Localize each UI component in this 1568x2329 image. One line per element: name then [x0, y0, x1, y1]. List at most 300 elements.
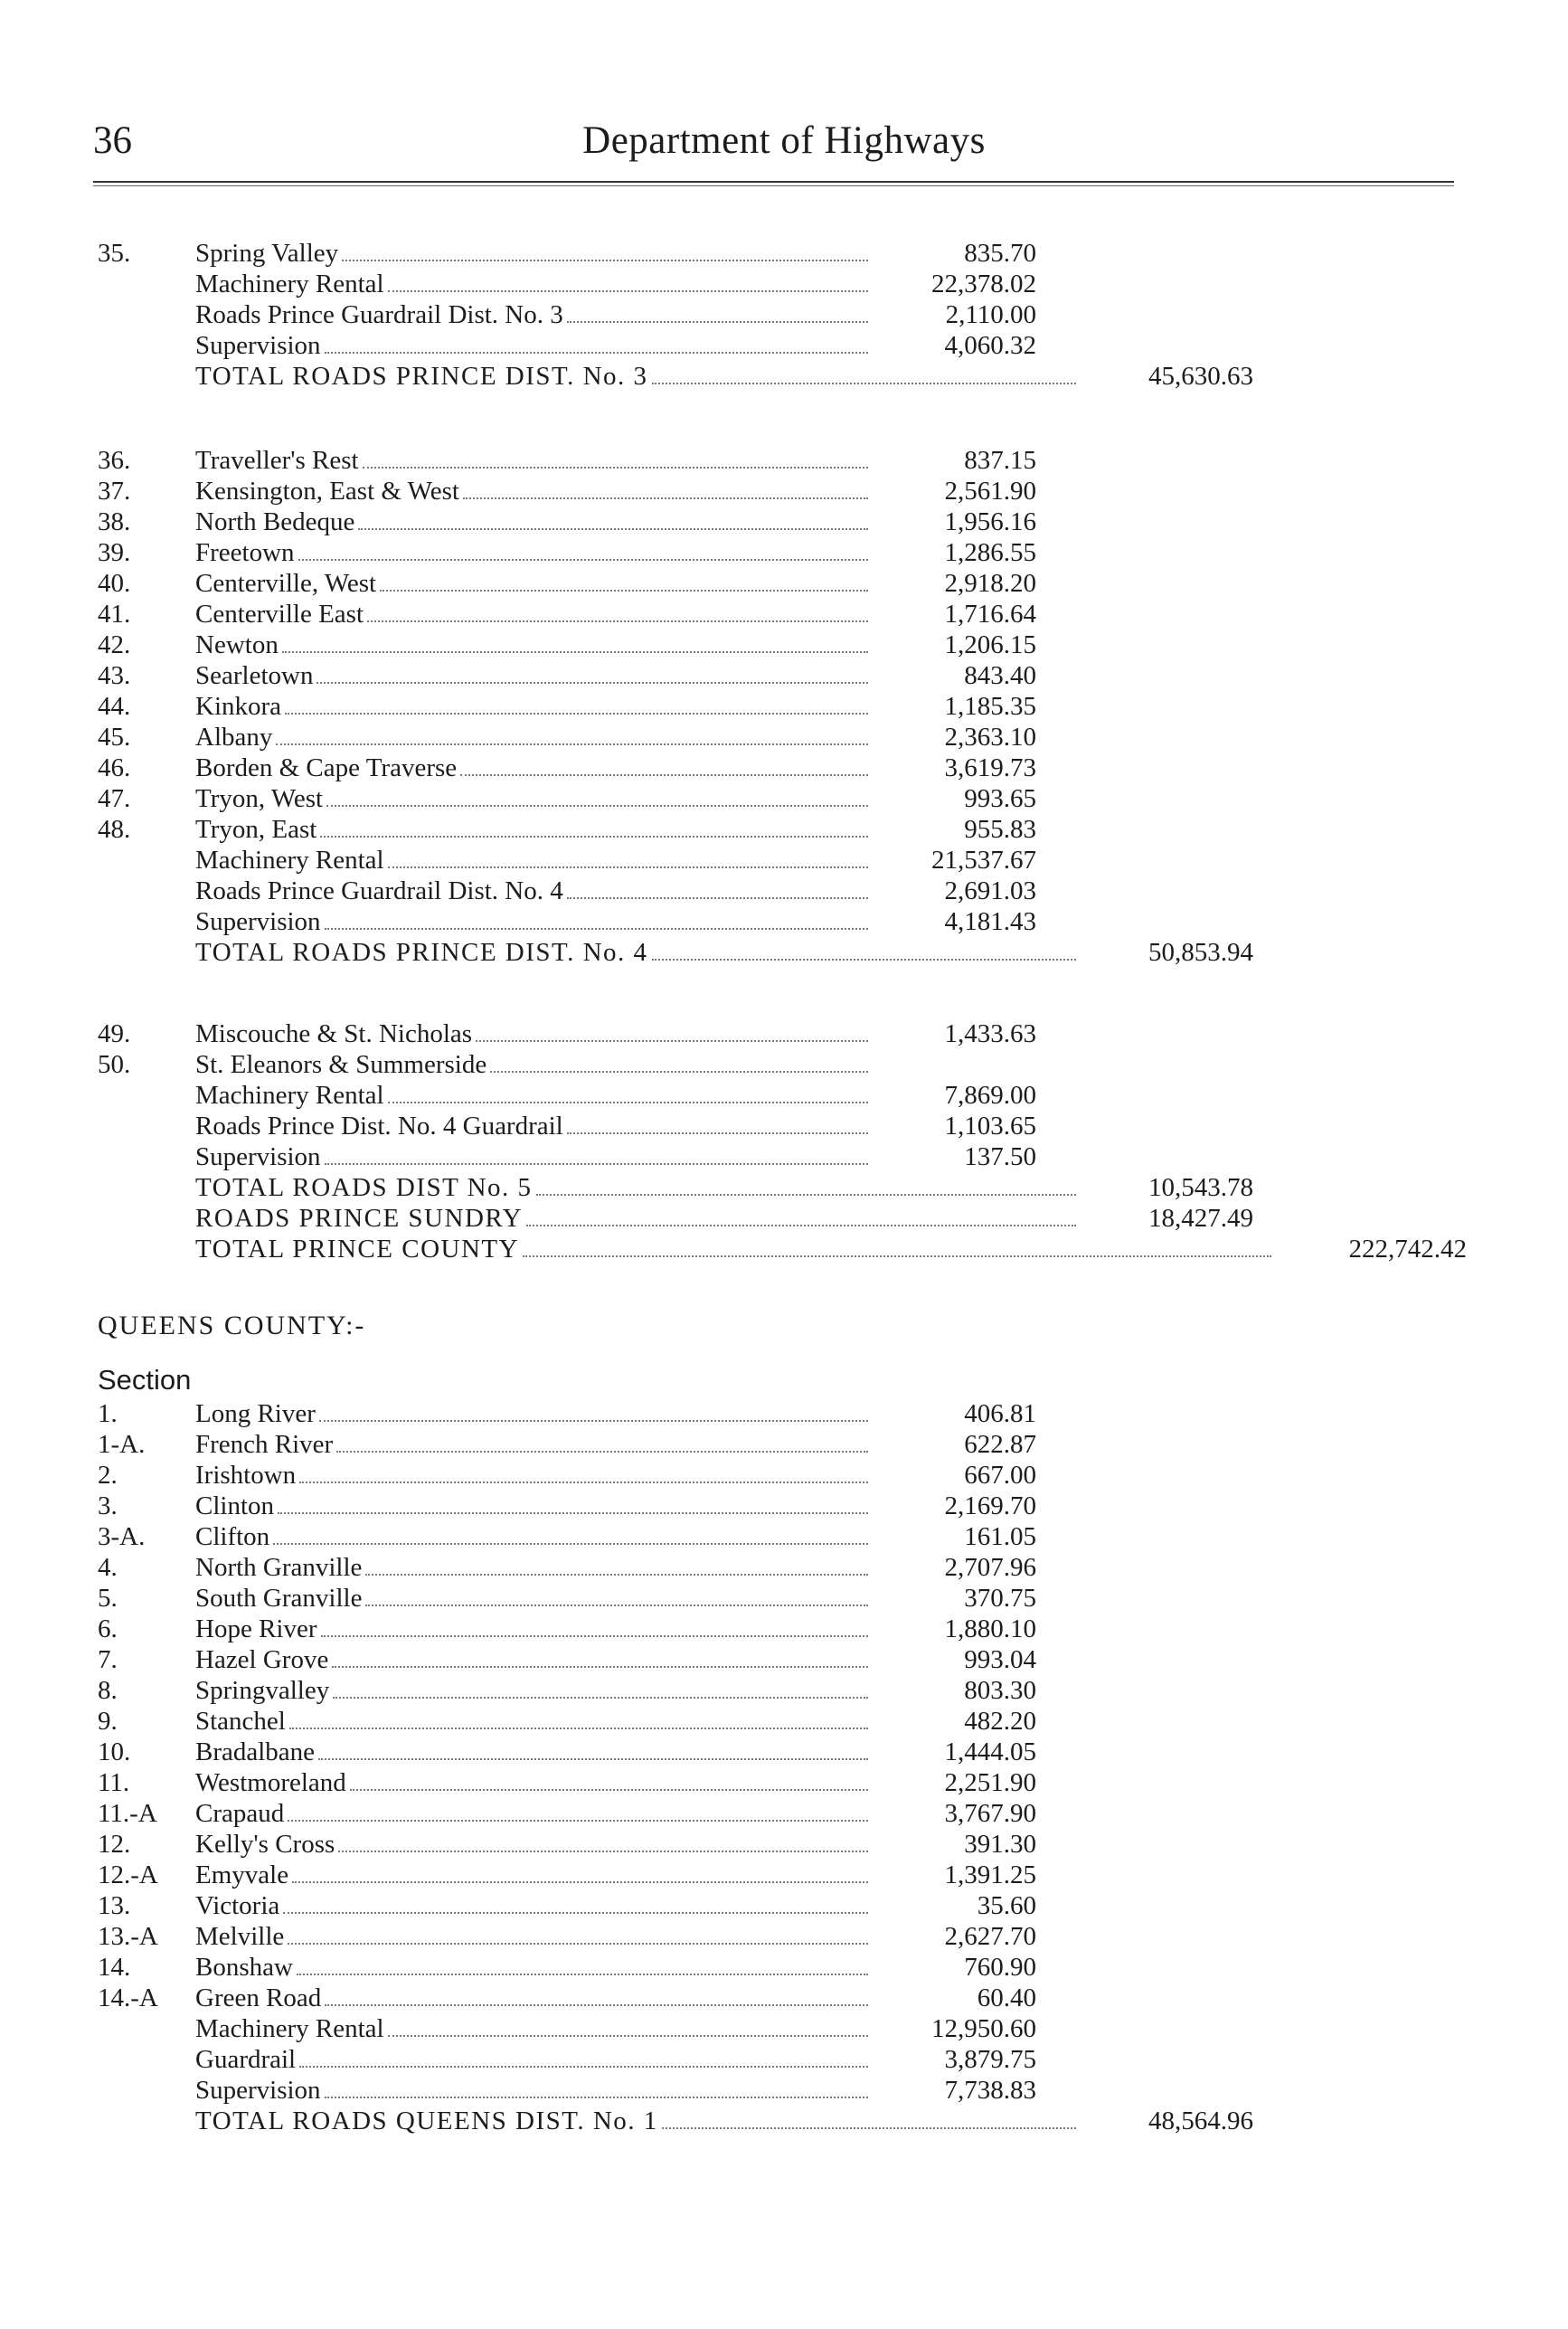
road-name-text: North Bedeque	[195, 507, 355, 536]
dot-leader	[276, 743, 868, 745]
section-number: 5.	[98, 1584, 118, 1613]
road-name-text: Machinery Rental	[195, 846, 384, 875]
dot-leader	[298, 559, 868, 561]
road-name-text: Westmoreland	[195, 1768, 346, 1797]
table-row	[0, 1049, 1568, 1080]
section-number: 10.	[98, 1737, 131, 1766]
section-number: 50.	[98, 1050, 131, 1079]
dot-leader	[363, 467, 868, 469]
road-name-text: Freetown	[195, 538, 295, 567]
table-row	[0, 1398, 1568, 1429]
table-row	[0, 2075, 1568, 2106]
table-row	[0, 1141, 1568, 1172]
road-name-text: Melville	[195, 1922, 285, 1951]
dot-leader	[326, 805, 868, 807]
road-name-text: ROADS PRINCE SUNDRY	[195, 1204, 524, 1233]
dot-leader	[325, 2097, 868, 2098]
dot-leader	[388, 2035, 868, 2037]
section-number: 13.-A	[98, 1922, 158, 1951]
item-amount: 955.83	[964, 815, 1036, 844]
queens-county-heading: QUEENS COUNTY:-	[98, 1311, 366, 1340]
item-amount: 837.15	[964, 446, 1036, 475]
section-number: 11.	[98, 1768, 130, 1797]
dot-leader	[567, 1132, 868, 1134]
road-name	[195, 1644, 874, 1675]
section-number: 11.-A	[98, 1799, 157, 1828]
road-name	[195, 845, 874, 876]
district-total-amount: 18,427.49	[1148, 1204, 1253, 1233]
road-name	[195, 445, 874, 476]
table-row	[0, 1675, 1568, 1706]
table-row	[0, 660, 1568, 691]
dot-leader	[365, 1605, 868, 1606]
table-row	[0, 753, 1568, 783]
dot-leader	[662, 2127, 1076, 2129]
table-row	[0, 1737, 1568, 1767]
road-name	[195, 1203, 1082, 1234]
road-name-text: Tryon, West	[195, 784, 324, 813]
dot-leader	[536, 1194, 1076, 1196]
item-amount: 35.60	[977, 1891, 1036, 1920]
item-amount: 1,185.35	[944, 692, 1036, 721]
road-name	[195, 1952, 874, 1983]
road-name-text: Roads Prince Dist. No. 4 Guardrail	[195, 1112, 563, 1141]
item-amount: 1,716.64	[944, 600, 1036, 629]
road-name	[195, 1921, 874, 1952]
section-number: 40.	[98, 569, 131, 598]
road-name-text: Emyvale	[195, 1860, 289, 1889]
section-number: 1-A.	[98, 1430, 146, 1459]
road-name	[195, 238, 874, 269]
item-amount: 2,251.90	[944, 1768, 1036, 1797]
road-name	[195, 1172, 1082, 1203]
road-name-text: Green Road	[195, 1983, 322, 2012]
table-row	[0, 1614, 1568, 1644]
section-number: 12.-A	[98, 1860, 158, 1889]
road-name	[195, 1429, 874, 1460]
dot-leader	[325, 928, 868, 930]
dot-leader	[325, 1163, 868, 1165]
dot-leader	[388, 290, 868, 292]
dot-leader	[388, 1102, 868, 1103]
road-name-text: Machinery Rental	[195, 1081, 384, 1110]
table-row	[0, 269, 1568, 299]
section-number: 2.	[98, 1461, 118, 1490]
dot-leader	[321, 1635, 869, 1637]
table-row	[0, 1860, 1568, 1890]
road-name-text: Hazel Grove	[195, 1645, 329, 1674]
dot-leader	[490, 1071, 868, 1073]
dot-leader	[320, 836, 868, 838]
table-row	[0, 1921, 1568, 1952]
road-name-text: Centerville East	[195, 600, 364, 629]
item-amount: 2,707.96	[944, 1553, 1036, 1582]
item-amount: 137.50	[964, 1142, 1036, 1171]
road-name-text: Bonshaw	[195, 1953, 293, 1982]
item-amount: 4,181.43	[944, 907, 1036, 936]
section-number: 41.	[98, 600, 131, 629]
section-number: 9.	[98, 1707, 118, 1736]
item-amount: 1,956.16	[944, 507, 1036, 536]
road-name-text: Supervision	[195, 907, 321, 936]
road-name-text: Newton	[195, 630, 279, 659]
road-name	[195, 537, 874, 568]
road-name-text: Machinery Rental	[195, 270, 384, 298]
dot-leader	[350, 1789, 868, 1791]
item-amount: 1,391.25	[944, 1860, 1036, 1889]
table-row	[0, 845, 1568, 876]
item-amount: 760.90	[964, 1953, 1036, 1982]
section-number: 44.	[98, 692, 131, 721]
item-amount: 622.87	[964, 1430, 1036, 1459]
table-row	[0, 238, 1568, 269]
dot-leader	[333, 1697, 868, 1699]
section-number: 3.	[98, 1491, 118, 1520]
road-name-text: TOTAL PRINCE COUNTY	[195, 1235, 520, 1264]
dot-leader	[336, 1451, 868, 1453]
dot-leader	[338, 1851, 868, 1852]
road-name	[195, 1552, 874, 1583]
road-name-text: Centerville, West	[195, 569, 377, 598]
section-number: 8.	[98, 1676, 118, 1705]
total-row	[0, 1203, 1568, 1234]
road-name	[195, 1890, 874, 1921]
dot-leader	[342, 260, 868, 261]
item-amount: 12,950.60	[931, 2014, 1036, 2043]
table-row	[0, 1111, 1568, 1141]
dot-leader	[652, 383, 1076, 384]
road-name	[195, 1111, 874, 1141]
dot-leader	[318, 1758, 868, 1760]
dot-leader	[365, 1574, 868, 1576]
section-number: 1.	[98, 1399, 118, 1428]
table-row	[0, 1080, 1568, 1111]
table-row	[0, 330, 1568, 361]
road-name-text: Long River	[195, 1399, 316, 1428]
table-row	[0, 1644, 1568, 1675]
section-number: 36.	[98, 446, 131, 475]
road-name	[195, 1049, 874, 1080]
road-name-text: Clinton	[195, 1491, 275, 1520]
road-name	[195, 1860, 874, 1890]
road-name-text: Tryon, East	[195, 815, 317, 844]
road-name	[195, 1767, 874, 1798]
section-number: 38.	[98, 507, 131, 536]
item-amount: 2,561.90	[944, 477, 1036, 506]
section-number: 35.	[98, 239, 131, 268]
road-name	[195, 1521, 874, 1552]
table-row	[0, 1952, 1568, 1983]
road-name-text: Miscouche & St. Nicholas	[195, 1019, 473, 1048]
dot-leader	[332, 1666, 868, 1668]
table-row	[0, 476, 1568, 507]
dot-leader	[285, 713, 868, 715]
section-number: 48.	[98, 815, 131, 844]
item-amount: 161.05	[964, 1522, 1036, 1551]
road-name	[195, 507, 874, 537]
dot-leader	[526, 1225, 1076, 1226]
road-name	[195, 814, 874, 845]
dot-leader	[388, 866, 868, 868]
item-amount: 2,363.10	[944, 723, 1036, 752]
road-name	[195, 2106, 1082, 2136]
table-row	[0, 2013, 1568, 2044]
item-amount: 1,433.63	[944, 1019, 1036, 1048]
item-amount: 22,378.02	[931, 270, 1036, 298]
road-name-text: Crapaud	[195, 1799, 285, 1828]
dot-leader	[288, 1943, 868, 1945]
item-amount: 1,444.05	[944, 1737, 1036, 1766]
dot-leader	[567, 897, 868, 899]
table-row	[0, 1460, 1568, 1491]
road-name	[195, 937, 1082, 968]
road-name	[195, 1080, 874, 1111]
road-name-text: French River	[195, 1430, 334, 1459]
section-number: 42.	[98, 630, 131, 659]
section-number: 46.	[98, 753, 131, 782]
dot-leader	[292, 1881, 868, 1883]
road-name	[195, 630, 874, 660]
road-name-text: Albany	[195, 723, 273, 752]
road-name-text: Searletown	[195, 661, 314, 690]
item-amount: 993.04	[964, 1645, 1036, 1674]
item-amount: 21,537.67	[931, 846, 1036, 875]
road-name	[195, 1829, 874, 1860]
road-name	[195, 1706, 874, 1737]
dot-leader	[299, 2066, 868, 2068]
table-row	[0, 814, 1568, 845]
item-amount: 60.40	[977, 1983, 1036, 2012]
road-name	[195, 783, 874, 814]
road-name	[195, 476, 874, 507]
road-name	[195, 2075, 874, 2106]
road-name-text: Hope River	[195, 1614, 317, 1643]
item-amount: 3,619.73	[944, 753, 1036, 782]
road-name	[195, 906, 874, 937]
total-row	[0, 937, 1568, 968]
road-name	[195, 691, 874, 722]
item-amount: 803.30	[964, 1676, 1036, 1705]
item-amount: 482.20	[964, 1707, 1036, 1736]
item-amount: 391.30	[964, 1830, 1036, 1859]
district-total-amount: 45,630.63	[1148, 362, 1253, 391]
item-amount: 667.00	[964, 1461, 1036, 1490]
table-row	[0, 783, 1568, 814]
item-amount: 843.40	[964, 661, 1036, 690]
total-row	[0, 2106, 1568, 2136]
item-amount: 2,627.70	[944, 1922, 1036, 1951]
road-name-text: Guardrail	[195, 2045, 297, 2074]
road-name	[195, 330, 874, 361]
road-name-text: Spring Valley	[195, 239, 339, 268]
road-name-text: TOTAL ROADS QUEENS DIST. No. 1	[195, 2107, 658, 2135]
district-total-amount: 50,853.94	[1148, 938, 1253, 967]
total-row	[0, 1234, 1568, 1264]
dot-leader	[325, 352, 868, 354]
section-number: 4.	[98, 1553, 118, 1582]
road-name	[195, 1614, 874, 1644]
page-number: 36	[93, 119, 132, 162]
road-name	[195, 1141, 874, 1172]
dot-leader	[273, 1543, 868, 1545]
section-number: 37.	[98, 477, 131, 506]
table-row	[0, 1429, 1568, 1460]
table-row	[0, 630, 1568, 660]
table-row	[0, 1491, 1568, 1521]
road-name-text: Stanchel	[195, 1707, 286, 1736]
road-name-text: Kelly's Cross	[195, 1830, 335, 1859]
dot-leader	[476, 1040, 868, 1042]
road-name	[195, 2044, 874, 2075]
road-name	[195, 1583, 874, 1614]
road-name	[195, 361, 1082, 392]
table-row	[0, 599, 1568, 630]
table-row	[0, 2044, 1568, 2075]
dot-leader	[523, 1255, 1271, 1257]
item-amount: 7,738.83	[944, 2076, 1036, 2105]
table-row	[0, 691, 1568, 722]
road-name	[195, 2013, 874, 2044]
total-row	[0, 1172, 1568, 1203]
road-name-text: Victoria	[195, 1891, 280, 1920]
table-row	[0, 722, 1568, 753]
road-name-text: Roads Prince Guardrail Dist. No. 3	[195, 300, 563, 329]
item-amount: 406.81	[964, 1399, 1036, 1428]
table-row	[0, 1829, 1568, 1860]
section-number: 47.	[98, 784, 131, 813]
road-name	[195, 660, 874, 691]
item-amount: 1,286.55	[944, 538, 1036, 567]
road-name-text: Roads Prince Guardrail Dist. No. 4	[195, 876, 563, 905]
road-name-text: Borden & Cape Traverse	[195, 753, 458, 782]
dot-leader	[278, 1512, 868, 1514]
item-amount: 7,869.00	[944, 1081, 1036, 1110]
table-row	[0, 445, 1568, 476]
section-number: 45.	[98, 723, 131, 752]
road-name-text: TOTAL ROADS PRINCE DIST. No. 3	[195, 362, 648, 391]
road-name-text: Clifton	[195, 1522, 270, 1551]
road-name	[195, 1983, 874, 2013]
dot-leader	[282, 651, 868, 653]
dot-leader	[299, 1482, 868, 1483]
dot-leader	[325, 2004, 868, 2006]
table-row	[0, 1552, 1568, 1583]
item-amount: 835.70	[964, 239, 1036, 268]
road-name-text: Kensington, East & West	[195, 477, 459, 506]
road-name	[195, 299, 874, 330]
item-amount: 1,880.10	[944, 1614, 1036, 1643]
table-row	[0, 537, 1568, 568]
item-amount: 2,110.00	[945, 300, 1036, 329]
road-name	[195, 269, 874, 299]
road-name	[195, 568, 874, 599]
road-name	[195, 1675, 874, 1706]
road-name	[195, 1460, 874, 1491]
dot-leader	[316, 682, 868, 684]
road-name-text: Supervision	[195, 1142, 321, 1171]
dot-leader	[358, 528, 868, 530]
table-row	[0, 1706, 1568, 1737]
road-name-text: Machinery Rental	[195, 2014, 384, 2043]
road-name-text: St. Eleanors & Summerside	[195, 1050, 487, 1079]
road-name-text: Traveller's Rest	[195, 446, 359, 475]
road-name	[195, 1737, 874, 1767]
section-number: 39.	[98, 538, 131, 567]
dot-leader	[319, 1420, 868, 1422]
running-title: Department of Highways	[582, 119, 986, 162]
table-row	[0, 1767, 1568, 1798]
road-name-text: Supervision	[195, 331, 321, 360]
dot-leader	[460, 774, 868, 776]
item-amount: 1,206.15	[944, 630, 1036, 659]
table-row	[0, 507, 1568, 537]
section-number: 13.	[98, 1891, 131, 1920]
district-total-amount: 10,543.78	[1148, 1173, 1253, 1202]
section-number: 43.	[98, 661, 131, 690]
section-number: 14.-A	[98, 1983, 158, 2012]
dot-leader	[567, 321, 868, 323]
dot-leader	[367, 620, 868, 622]
district-total-amount: 48,564.96	[1148, 2107, 1253, 2135]
road-name	[195, 753, 874, 783]
table-row	[0, 1583, 1568, 1614]
section-number: 3-A.	[98, 1522, 146, 1551]
road-name	[195, 1398, 874, 1429]
road-name-text: TOTAL ROADS DIST No. 5	[195, 1173, 533, 1202]
section-number: 12.	[98, 1830, 131, 1859]
road-name	[195, 1798, 874, 1829]
table-row	[0, 1983, 1568, 2013]
section-number: 6.	[98, 1614, 118, 1643]
dot-leader	[288, 1820, 868, 1822]
road-name	[195, 1491, 874, 1521]
road-name-text: Supervision	[195, 2076, 321, 2105]
dot-leader	[289, 1728, 868, 1729]
item-amount: 2,169.70	[944, 1491, 1036, 1520]
table-row	[0, 1521, 1568, 1552]
road-name	[195, 876, 874, 906]
item-amount: 2,691.03	[944, 876, 1036, 905]
table-row	[0, 1890, 1568, 1921]
dot-leader	[652, 959, 1076, 961]
road-name-text: South Granville	[195, 1584, 363, 1613]
road-name	[195, 722, 874, 753]
item-amount: 4,060.32	[944, 331, 1036, 360]
item-amount: 3,879.75	[944, 2045, 1036, 2074]
table-row	[0, 876, 1568, 906]
road-name	[195, 599, 874, 630]
item-amount: 993.65	[964, 784, 1036, 813]
dot-leader	[283, 1912, 868, 1914]
dot-leader	[297, 1974, 868, 1975]
table-row	[0, 1798, 1568, 1829]
table-row	[0, 906, 1568, 937]
road-name-text: Kinkora	[195, 692, 282, 721]
road-name-text: Springvalley	[195, 1676, 330, 1705]
item-amount: 3,767.90	[944, 1799, 1036, 1828]
dot-leader	[380, 590, 868, 592]
table-row	[0, 568, 1568, 599]
road-name	[195, 1018, 874, 1049]
table-row	[0, 1018, 1568, 1049]
county-total-amount: 222,742.42	[1348, 1235, 1467, 1264]
road-name-text: Irishtown	[195, 1461, 297, 1490]
road-name-text: Bradalbane	[195, 1737, 316, 1766]
table-row	[0, 299, 1568, 330]
road-name-text: TOTAL ROADS PRINCE DIST. No. 4	[195, 938, 648, 967]
item-amount: 1,103.65	[944, 1112, 1036, 1141]
section-number: 49.	[98, 1019, 131, 1048]
